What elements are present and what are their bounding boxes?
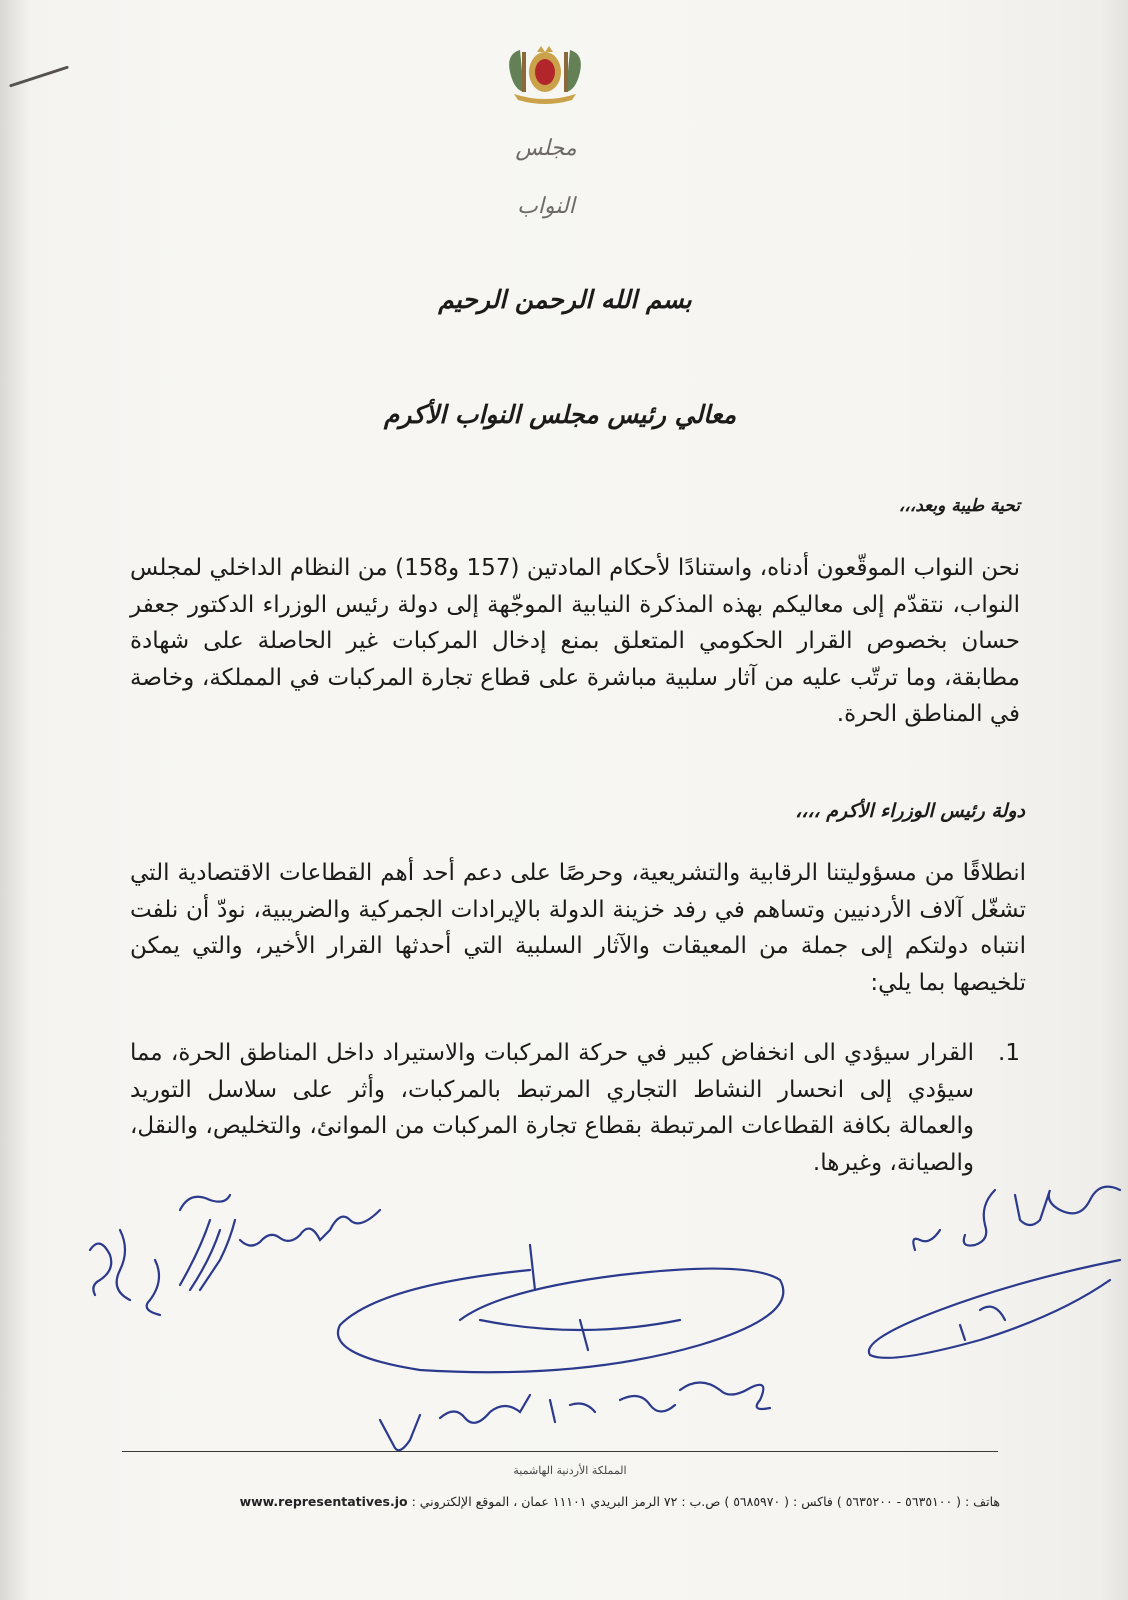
list-item-number: 1. xyxy=(998,1040,1020,1066)
addressee: معالي رئيس مجلس النواب الأكرم xyxy=(383,400,737,429)
salutation: دولة رئيس الوزراء الأكرم ،،،، xyxy=(795,800,1025,822)
greeting: تحية طيبة وبعد،،، xyxy=(898,496,1020,516)
list-item-text: القرار سيؤدي الى انخفاض كبير في حركة المركبات والاستيراد داخل المناطق الحرة، مما سيؤدي إلى انحسار النشاط التجاري المرتبط بالمركبات، وأثر على سلاسل التوريد والعمالة بكافة القطاعات المرتبطة بقطاع تجارة المركبات من الموانئ، والتخليص، والنقل، والصيانة، وغيرها. xyxy=(130,1040,974,1176)
footer-contact-text: هاتف : ( ٥٦٣٥١٠٠ - ٥٦٣٥٢٠٠ ) فاكس : ( ٥٦٨٥٩٧٠ ) ص.ب : ٧٢ الرمز البريدي ١١١٠١ عمان ، الموقع الإلكتروني : xyxy=(411,1494,1000,1509)
paragraph-2: انطلاقًا من مسؤوليتنا الرقابية والتشريعية، وحرصًا على دعم أحد أهم القطاعات الاقتصادية التي تشغّل آلاف الأردنيين وتساهم في رفد خزينة الدولة بالإيرادات الجمركية والضريبية، نودّ أن نلفت انتباه دولتكم إلى جملة من المعيقات والآثار السلبية التي أحدثها القرار الأخير، والتي يمكن تلخيصها بما يلي: xyxy=(130,860,1026,996)
signature-left xyxy=(90,1195,380,1315)
signatures xyxy=(60,1150,1128,1480)
paragraph-1: نحن النواب الموقّعون أدناه، واستنادًا لأحكام المادتين (157 و158) من النظام الداخلي لمجلس النواب، نتقدّم إلى معاليكم بهذه المذكرة النيابية الموجّهة إلى دولة رئيس الوزراء الدكتور جعفر حسان بخصوص القرار الحكومي المتعلق بمنع إدخال المركبات غير الحاصلة على شهادة مطابقة، وما ترتّب عليه من آثار سلبية مباشرة على قطاع تجارة المركبات في المملكة، وخاصة في المناطق الحرة. xyxy=(130,555,1021,727)
signature-center xyxy=(338,1245,783,1450)
footer-divider xyxy=(122,1451,998,1452)
council-logo: مجلس النواب xyxy=(515,136,577,219)
basmala: بسم الله الرحمن الرحيم xyxy=(438,285,692,314)
signature-right xyxy=(869,1187,1120,1358)
pen-stroke-mark xyxy=(9,65,69,87)
coat-of-arms-emblem xyxy=(500,42,590,106)
footer-website: www.representatives.jo xyxy=(239,1494,408,1509)
footer-contact xyxy=(150,1494,1000,1509)
footer-emblem-text: المملكة الأردنية الهاشمية xyxy=(513,1464,627,1477)
